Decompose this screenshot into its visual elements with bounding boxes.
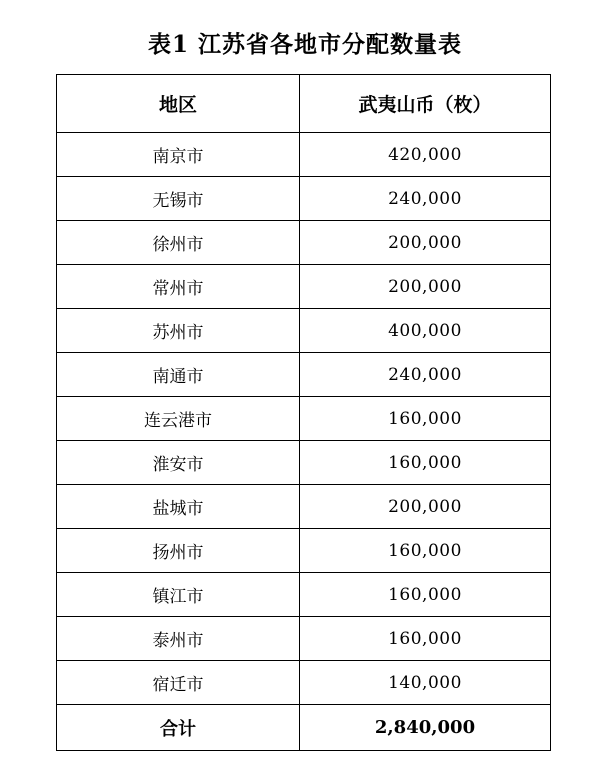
- region-cell: 扬州市: [57, 529, 300, 573]
- table-row: [57, 397, 551, 441]
- region-cell: 宿迁市: [57, 661, 300, 705]
- distribution-table: [56, 74, 551, 751]
- total-label: 合计: [57, 705, 300, 751]
- table-row: [57, 529, 551, 573]
- table-row: [57, 133, 551, 177]
- table-row: [57, 661, 551, 705]
- region-cell: 淮安市: [57, 441, 300, 485]
- amount-cell: 160,000: [300, 529, 551, 573]
- table-row: [57, 265, 551, 309]
- region-cell: 盐城市: [57, 485, 300, 529]
- region-cell: 泰州市: [57, 617, 300, 661]
- region-cell: 无锡市: [57, 177, 300, 221]
- amount-cell: 200,000: [300, 485, 551, 529]
- region-cell: 徐州市: [57, 221, 300, 265]
- amount-cell: 160,000: [300, 397, 551, 441]
- region-cell: 连云港市: [57, 397, 300, 441]
- amount-cell: 420,000: [300, 133, 551, 177]
- table-row: [57, 485, 551, 529]
- region-cell: 南通市: [57, 353, 300, 397]
- header-row: [57, 75, 551, 133]
- table-row: [57, 353, 551, 397]
- table-header: [57, 75, 551, 133]
- table-row: [57, 177, 551, 221]
- amount-cell: 160,000: [300, 573, 551, 617]
- total-amount: 2,840,000: [300, 705, 551, 751]
- page-title: 表1 江苏省各地市分配数量表: [147, 31, 462, 58]
- amount-cell: 200,000: [300, 221, 551, 265]
- region-cell: 常州市: [57, 265, 300, 309]
- header-region: 地区: [57, 75, 300, 133]
- amount-cell: 160,000: [300, 617, 551, 661]
- amount-cell: 160,000: [300, 441, 551, 485]
- table-row: [57, 309, 551, 353]
- amount-cell: 200,000: [300, 265, 551, 309]
- table-row: [57, 617, 551, 661]
- table-footer: [57, 705, 551, 751]
- table-row: [57, 221, 551, 265]
- amount-cell: 400,000: [300, 309, 551, 353]
- region-cell: 苏州市: [57, 309, 300, 353]
- amount-cell: 240,000: [300, 177, 551, 221]
- table-row: [57, 573, 551, 617]
- region-cell: 镇江市: [57, 573, 300, 617]
- total-row: [57, 705, 551, 751]
- amount-cell: 240,000: [300, 353, 551, 397]
- amount-cell: 140,000: [300, 661, 551, 705]
- region-cell: 南京市: [57, 133, 300, 177]
- table-body: [57, 133, 551, 705]
- header-amount: 武夷山币（枚）: [300, 75, 551, 133]
- table-row: [57, 441, 551, 485]
